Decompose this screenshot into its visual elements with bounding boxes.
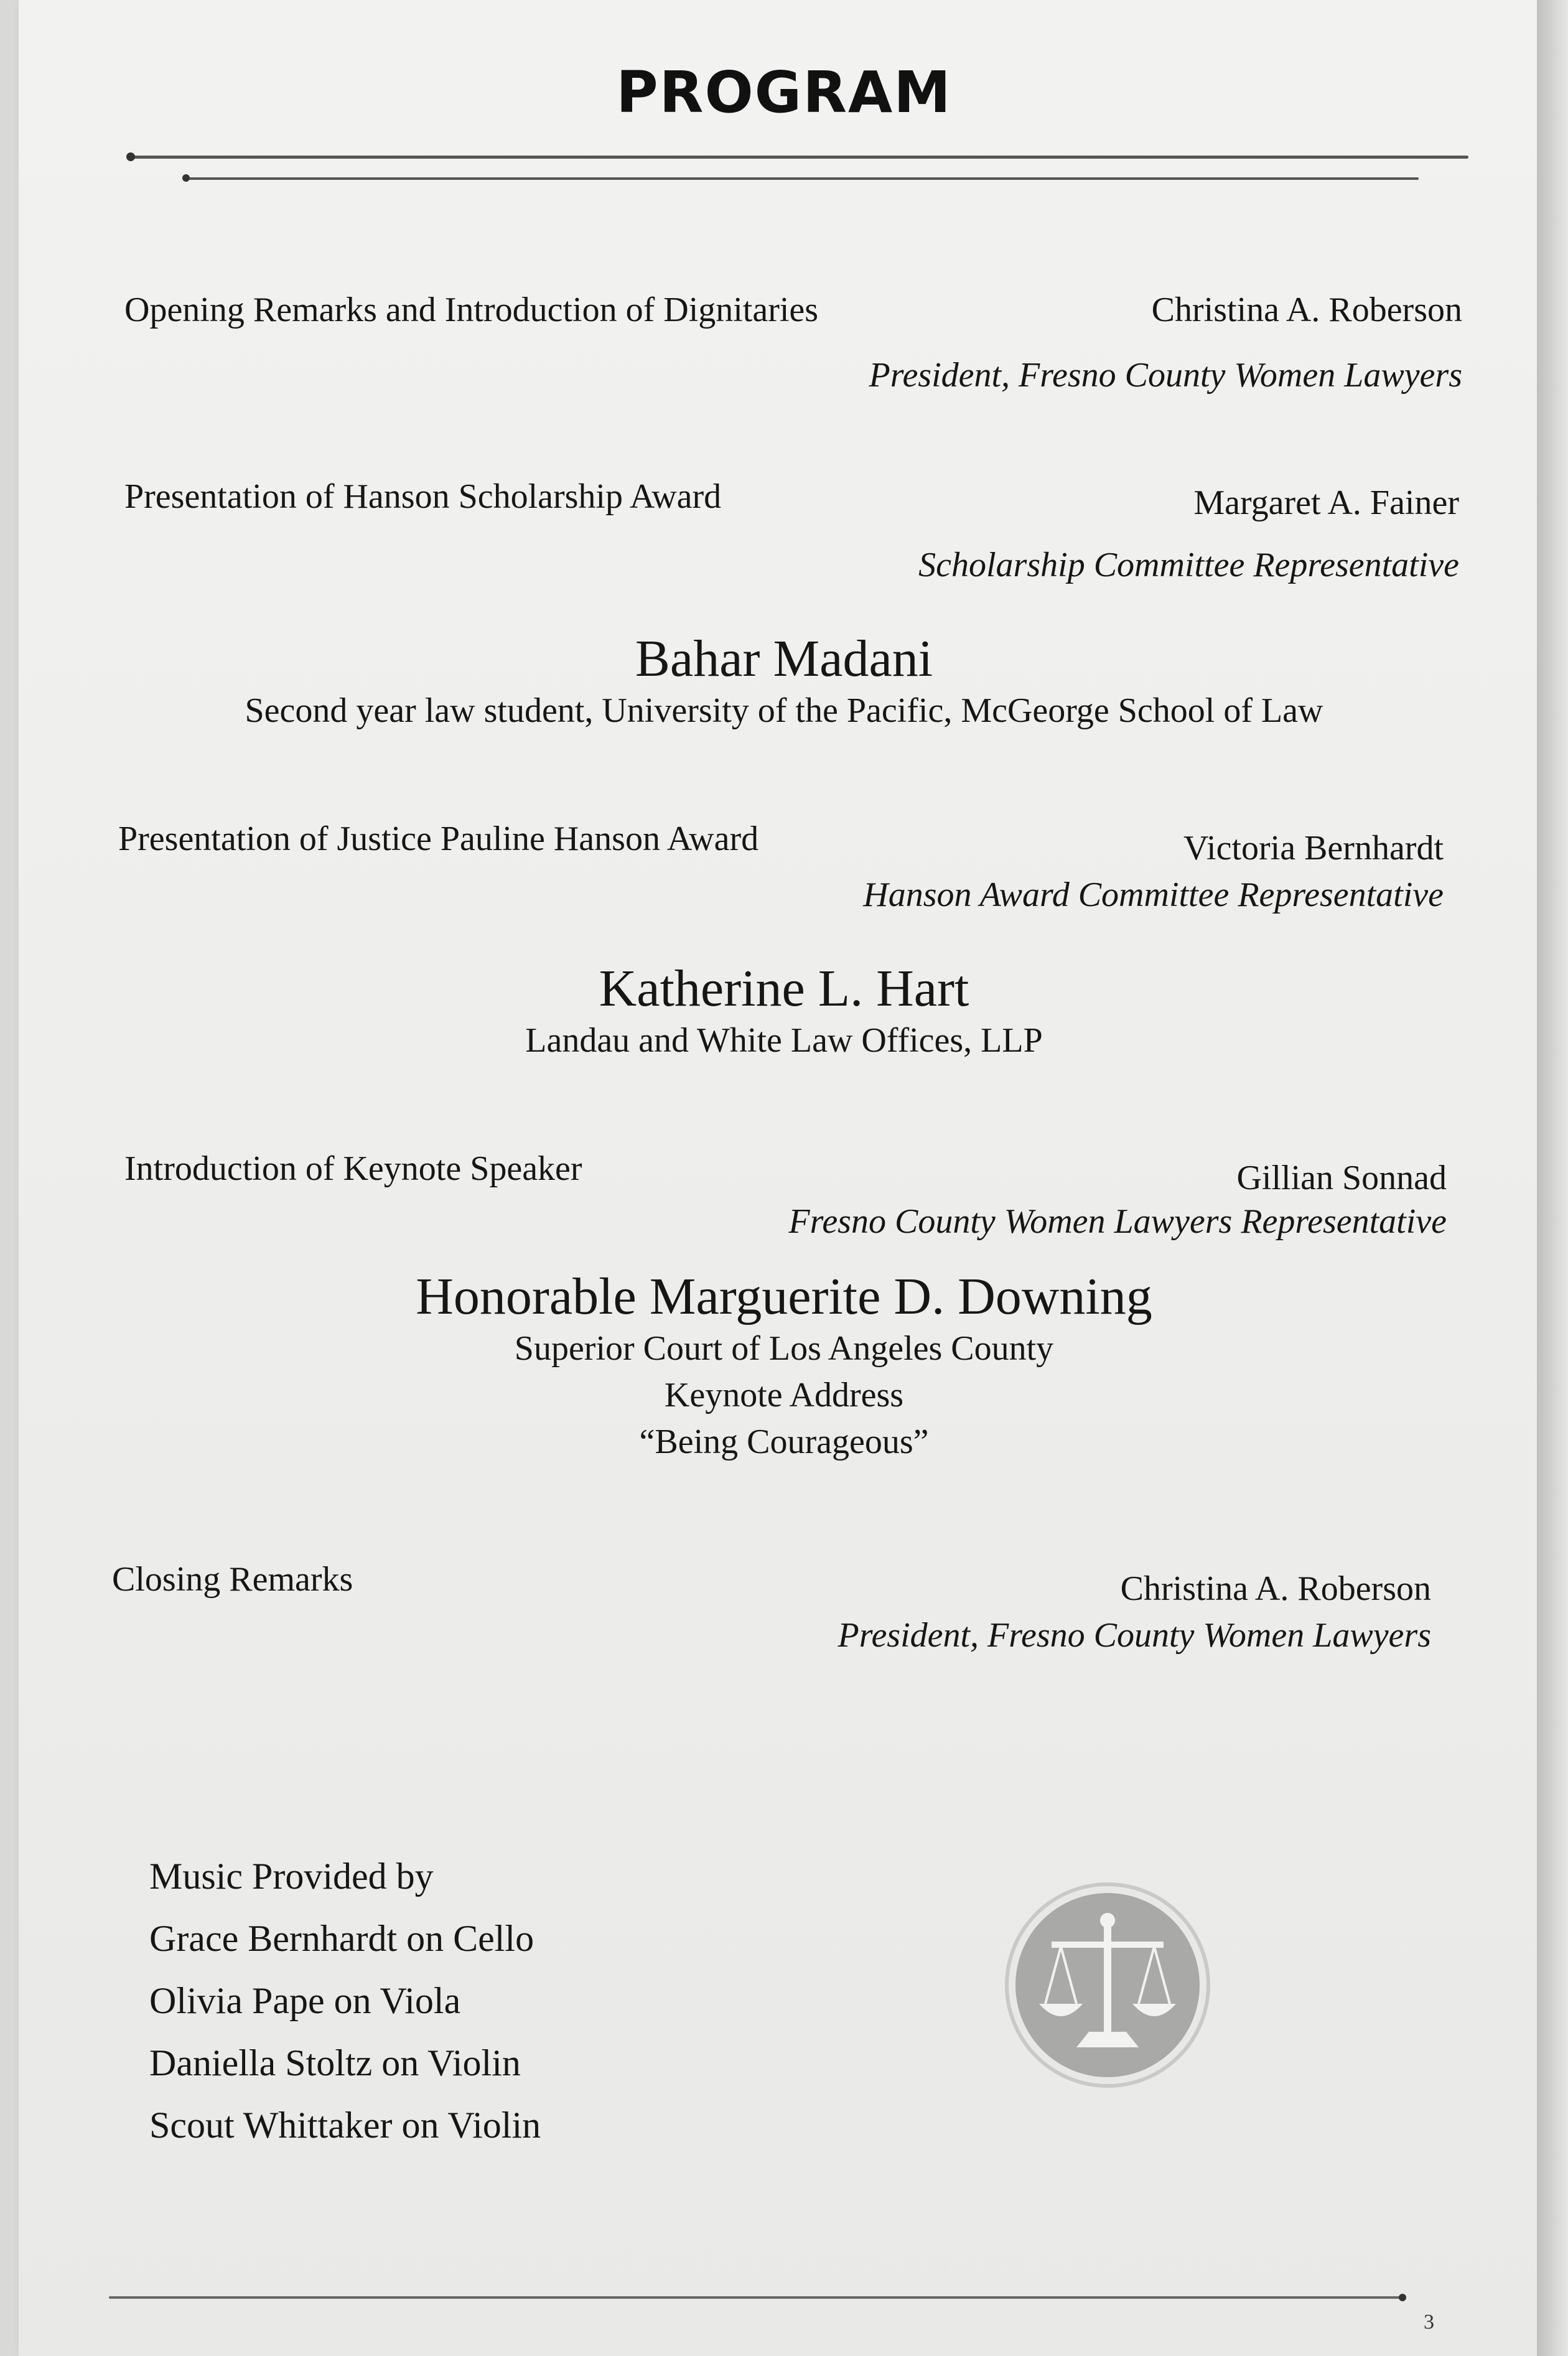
program-item-presenter: Victoria Bernhardt bbox=[1183, 829, 1444, 867]
music-heading: Music Provided by bbox=[149, 1856, 434, 1897]
honoree-detail: Second year law student, University of the Pacific, McGeorge School of Law bbox=[245, 691, 1323, 730]
music-performer: Grace Bernhardt on Cello bbox=[149, 1918, 534, 1959]
program-item-event: Presentation of Hanson Scholarship Award bbox=[124, 477, 722, 516]
footer-rule-dot bbox=[1399, 2294, 1406, 2301]
music-performer: Daniella Stoltz on Violin bbox=[149, 2042, 521, 2083]
header-rule-dot bbox=[182, 174, 190, 182]
keynote-label: Keynote Address bbox=[664, 1376, 904, 1414]
music-performer: Olivia Pape on Viola bbox=[149, 1980, 461, 2021]
program-item-presenter-title: President, Fresno County Women Lawyers bbox=[838, 1616, 1431, 1655]
program-item-presenter: Christina A. Roberson bbox=[1120, 1569, 1431, 1608]
program-item-presenter: Margaret A. Fainer bbox=[1193, 484, 1459, 522]
honoree-name: Bahar Madani bbox=[635, 630, 933, 688]
page-edge bbox=[1537, 0, 1568, 2356]
header-rule-dot bbox=[126, 152, 135, 161]
program-item-presenter-title: President, Fresno County Women Lawyers bbox=[869, 356, 1462, 395]
footer-rule bbox=[109, 2296, 1403, 2299]
program-item-presenter: Gillian Sonnad bbox=[1236, 1159, 1447, 1197]
program-item-presenter-title: Fresno County Women Lawyers Representative bbox=[788, 1202, 1447, 1241]
honoree-name: Honorable Marguerite D. Downing bbox=[416, 1268, 1152, 1325]
program-item-event: Closing Remarks bbox=[112, 1560, 353, 1599]
header-rule-bottom bbox=[187, 177, 1419, 180]
keynote-title: “Being Courageous” bbox=[639, 1423, 929, 1461]
program-item-presenter-title: Hanson Award Committee Representative bbox=[863, 876, 1444, 914]
program-item-event: Presentation of Justice Pauline Hanson Award bbox=[118, 820, 759, 858]
program-item-event: Introduction of Keynote Speaker bbox=[124, 1149, 582, 1188]
program-item-presenter: Christina A. Roberson bbox=[1151, 291, 1462, 329]
honoree-detail: Superior Court of Los Angeles County bbox=[514, 1329, 1054, 1368]
scales-of-justice-icon bbox=[1002, 1879, 1213, 2091]
program-item-event: Opening Remarks and Introduction of Dignitaries bbox=[124, 291, 819, 329]
music-performer: Scout Whittaker on Violin bbox=[149, 2105, 541, 2146]
page-title: PROGRAM bbox=[616, 59, 952, 126]
header-rule-top bbox=[131, 156, 1468, 159]
page-number: 3 bbox=[1424, 2311, 1434, 2334]
honoree-name: Katherine L. Hart bbox=[599, 960, 969, 1017]
program-item-presenter-title: Scholarship Committee Representative bbox=[918, 546, 1459, 584]
honoree-detail: Landau and White Law Offices, LLP bbox=[525, 1021, 1043, 1060]
music-credits bbox=[149, 1845, 541, 2156]
